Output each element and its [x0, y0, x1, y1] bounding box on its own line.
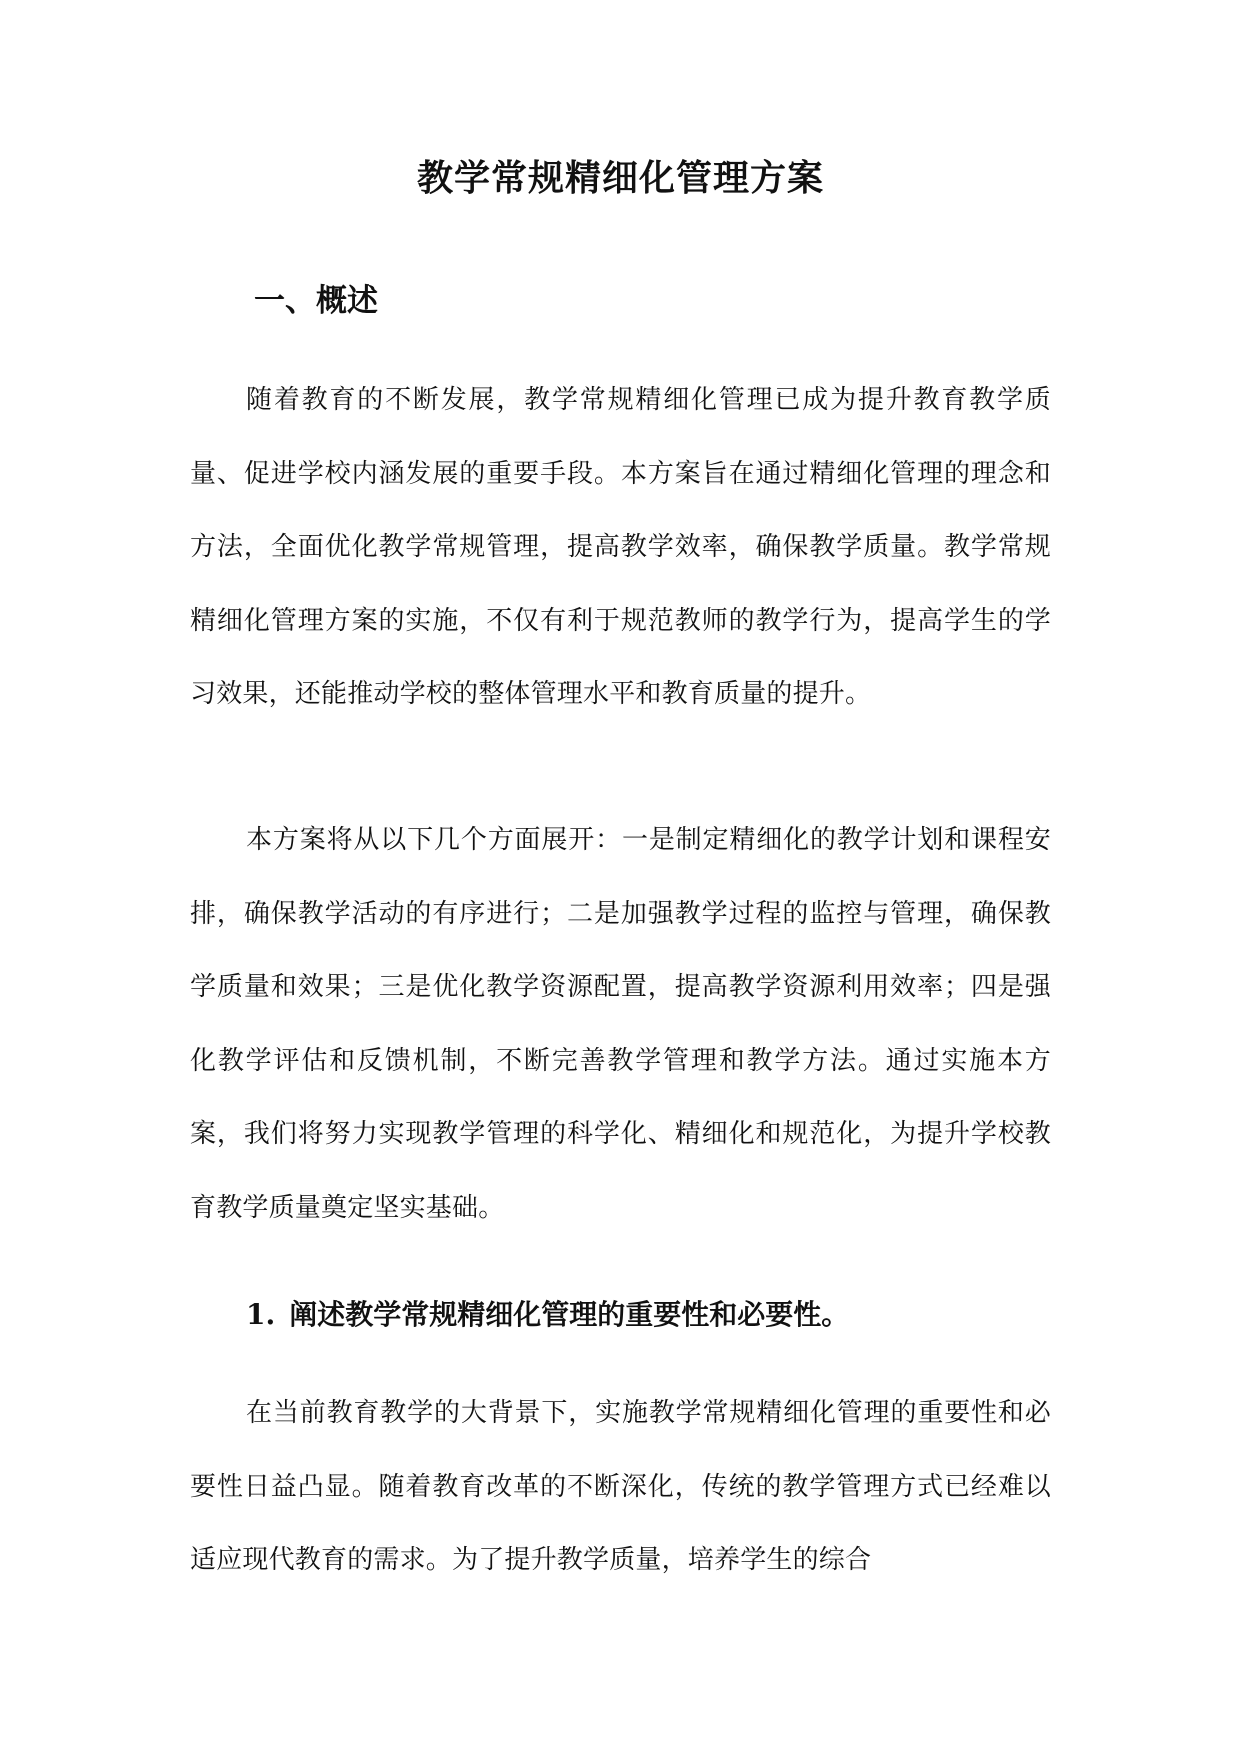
subsection-heading-text: 阐述教学常规精细化管理的重要性和必要性。 [289, 1298, 850, 1331]
paragraph-importance: 在当前教育教学的大背景下，实施教学常规精细化管理的重要性和必要性日益凸显。随着教育改革的不断深化，传统的教学管理方式已经难以适应现代教育的需求。为了提升教学质量，培养学生的综合 [190, 1398, 1051, 1575]
subsection-heading-importance [246, 1293, 849, 1337]
section-heading-overview: 一、概述 [254, 283, 378, 319]
document-title: 教学常规精细化管理方案 [416, 157, 824, 199]
subsection-number: 1. [246, 1298, 276, 1331]
paragraph-overview-2: 本方案将从以下几个方面展开：一是制定精细化的教学计划和课程安排，确保教学活动的有序进行；二是加强教学过程的监控与管理，确保教学质量和效果；三是优化教学资源配置，提高教学资源利用效率；四是强化教学评估和反馈机制，不断完善教学管理和教学方法。通过实施本方案，我们将努力实现教学管理的科学化、精细化和规范化，为提升学校教育教学质量奠定坚实基础。 [190, 825, 1051, 1223]
paragraph-overview-1: 随着教育的不断发展，教学常规精细化管理已成为提升教育教学质量、促进学校内涵发展的重要手段。本方案旨在通过精细化管理的理念和方法，全面优化教学常规管理，提高教学效率，确保教学质量。教学常规精细化管理方案的实施，不仅有利于规范教师的教学行为，提高学生的学习效果，还能推动学校的整体管理水平和教育质量的提升。 [190, 385, 1051, 709]
